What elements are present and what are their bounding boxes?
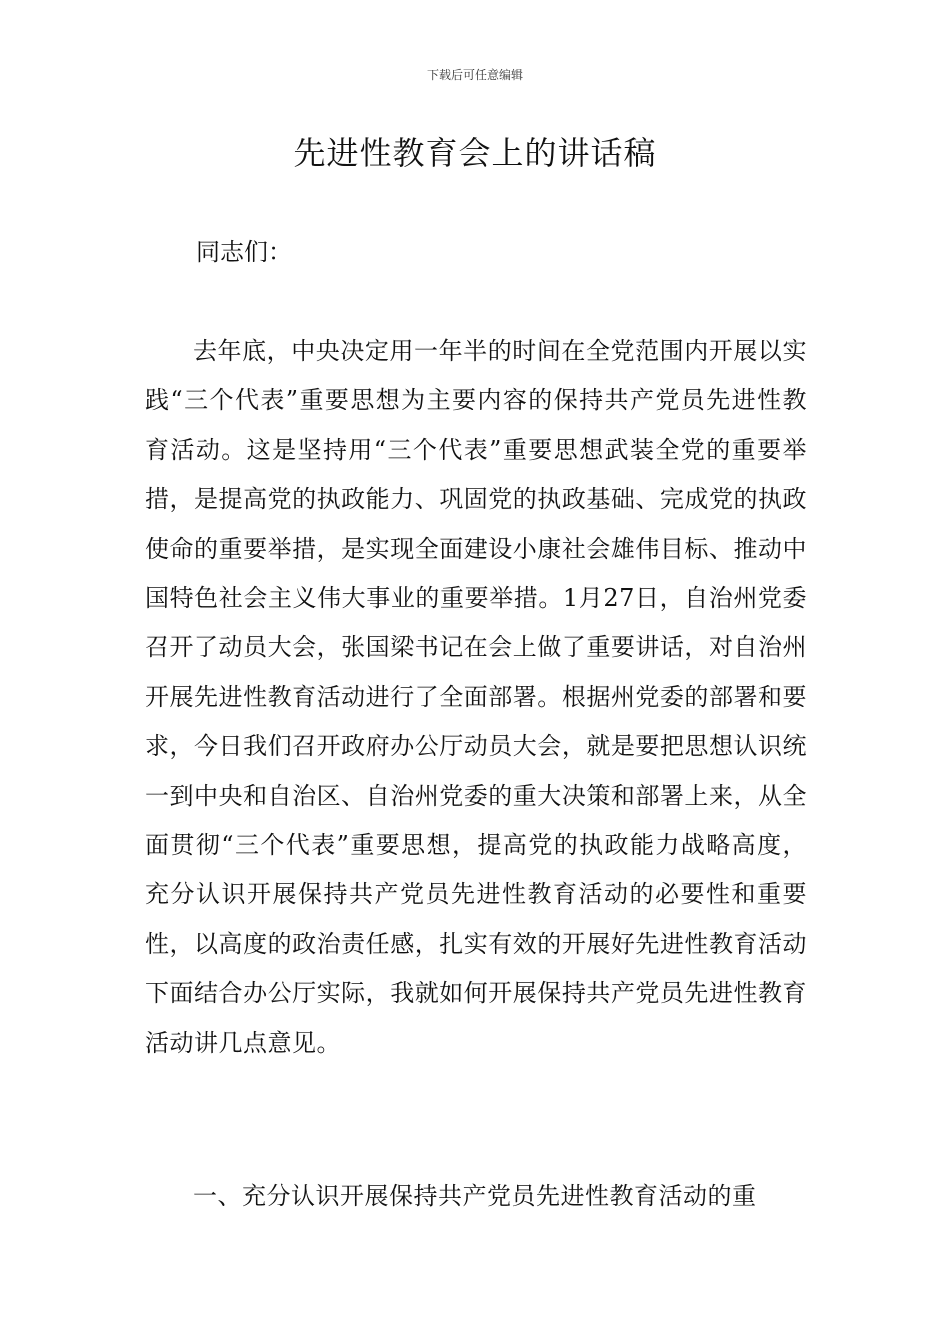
header-note: 下载后可任意编辑 <box>426 68 523 82</box>
section-heading: 一、充分认识开展保持共产党员先进性教育活动的重 <box>193 1182 757 1210</box>
document-title: 先进性教育会上的讲话稿 <box>293 134 657 172</box>
salutation: 同志们： <box>196 238 292 266</box>
body-paragraph: 去年底，中央决定用一年半的时间在全党范围内开展以实践“三个代表”重要思想为主要内容的保持共产党员先进性教育活动。这是坚持用“三个代表”重要思想武装全党的重要举措，是提高党的执政能力、巩固党的执政基础、完成党的执政使命的重要举措，是实现全面建设小康社会雄伟目标、推动中国特色社会主义伟大事业的重要举措。1月27日，自治州党委召开了动员大会，张国梁书记在会上做了重要讲话，对自治州开展先进性教育活动进行了全面部署。根据州党委的部署和要求，今日我们召开政府办公厅动员大会，就是要把思想认识统一到中央和自治区、自治州党委的重大决策和部署上来，从全面贯彻“三个代表”重要思想，提高党的执政能力战略高度，充分认识开展保持共产党员先进性教育活动的必要性和重要性，以高度的政治责任感，扎实有效的开展好先进性教育活动下面结合办公厅实际，我就如何开展保持共产党员先进性教育活动讲几点意见。 <box>145 337 807 1057</box>
